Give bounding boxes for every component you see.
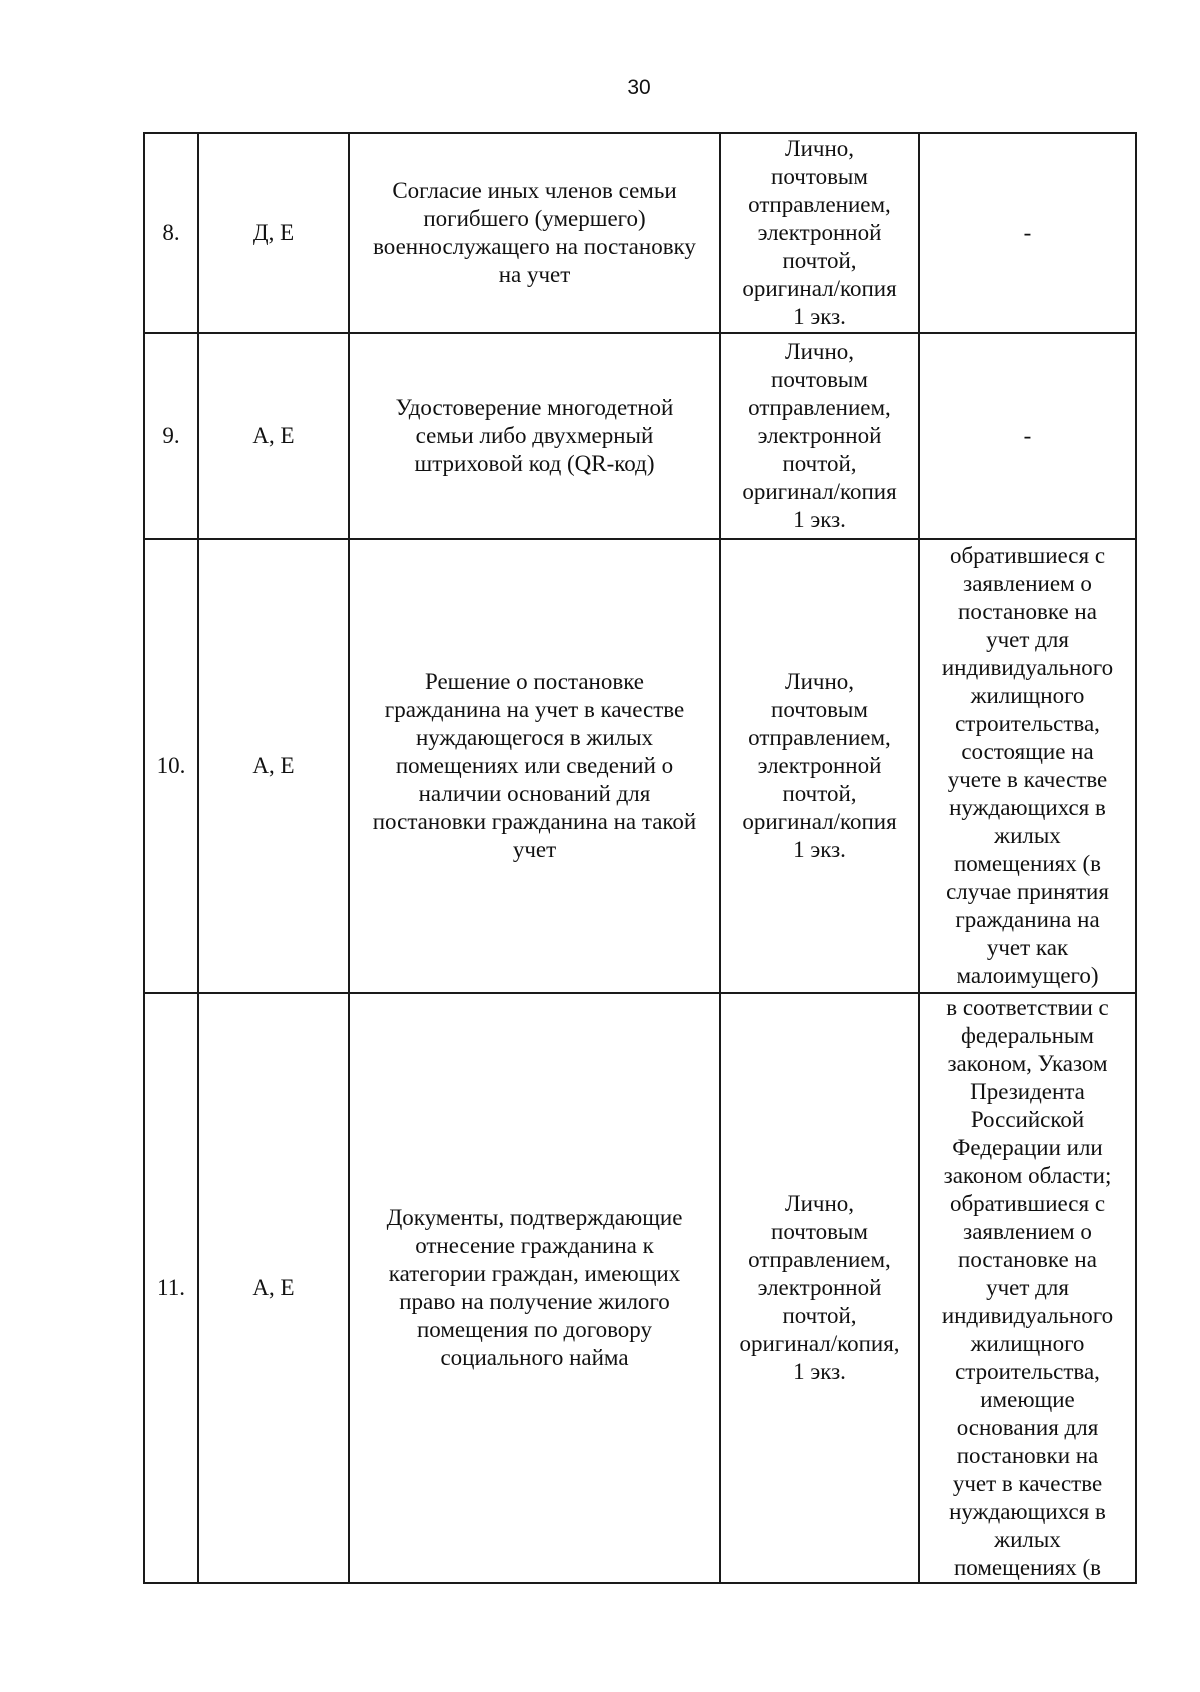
note-cell: обратившиеся с заявлением о постановке на учет для индивидуального жилищного строительства, состоящие на учете в качестве нуждающихся в жилых помещениях (в случае принятия гражданина на учет как малоимущего) xyxy=(919,539,1136,993)
submission-method-cell: Лично, почтовым отправлением, электронной почтой, оригинал/копия 1 экз. xyxy=(720,539,919,993)
note-cell: - xyxy=(919,133,1136,333)
category-cell: А, Е xyxy=(198,539,349,993)
category-cell: А, Е xyxy=(198,333,349,539)
table-row xyxy=(144,993,1136,1583)
row-number-cell: 8. xyxy=(144,133,198,333)
note-cell: - xyxy=(919,333,1136,539)
submission-method-cell: Лично, почтовым отправлением, электронной почтой, оригинал/копия, 1 экз. xyxy=(720,993,919,1583)
document-name-cell: Документы, подтверждающие отнесение гражданина к категории граждан, имеющих право на получение жилого помещения по договору социального найма xyxy=(349,993,720,1583)
row-number-cell: 9. xyxy=(144,333,198,539)
submission-method-cell: Лично, почтовым отправлением, электронной почтой, оригинал/копия 1 экз. xyxy=(720,133,919,333)
table-row xyxy=(144,333,1136,539)
row-number-cell: 11. xyxy=(144,993,198,1583)
table-row xyxy=(144,133,1136,333)
category-cell: А, Е xyxy=(198,993,349,1583)
document-name-cell: Согласие иных членов семьи погибшего (умершего) военнослужащего на постановку на учет xyxy=(349,133,720,333)
documents-table xyxy=(143,132,1137,1584)
category-cell: Д, Е xyxy=(198,133,349,333)
document-name-cell: Решение о постановке гражданина на учет в качестве нуждающегося в жилых помещениях или сведений о наличии оснований для постановки гражданина на такой учет xyxy=(349,539,720,993)
note-cell: в соответствии с федеральным законом, Указом Президента Российской Федерации или законом области; обратившиеся с заявлением о постановке на учет для индивидуального жилищного строительства, имеющие основания для постановки на учет в качестве нуждающихся в жилых помещениях (в xyxy=(919,993,1136,1583)
submission-method-cell: Лично, почтовым отправлением, электронной почтой, оригинал/копия 1 экз. xyxy=(720,333,919,539)
table-row xyxy=(144,539,1136,993)
page-number: 30 xyxy=(627,76,651,99)
document-name-cell: Удостоверение многодетной семьи либо двухмерный штриховой код (QR-код) xyxy=(349,333,720,539)
row-number-cell: 10. xyxy=(144,539,198,993)
